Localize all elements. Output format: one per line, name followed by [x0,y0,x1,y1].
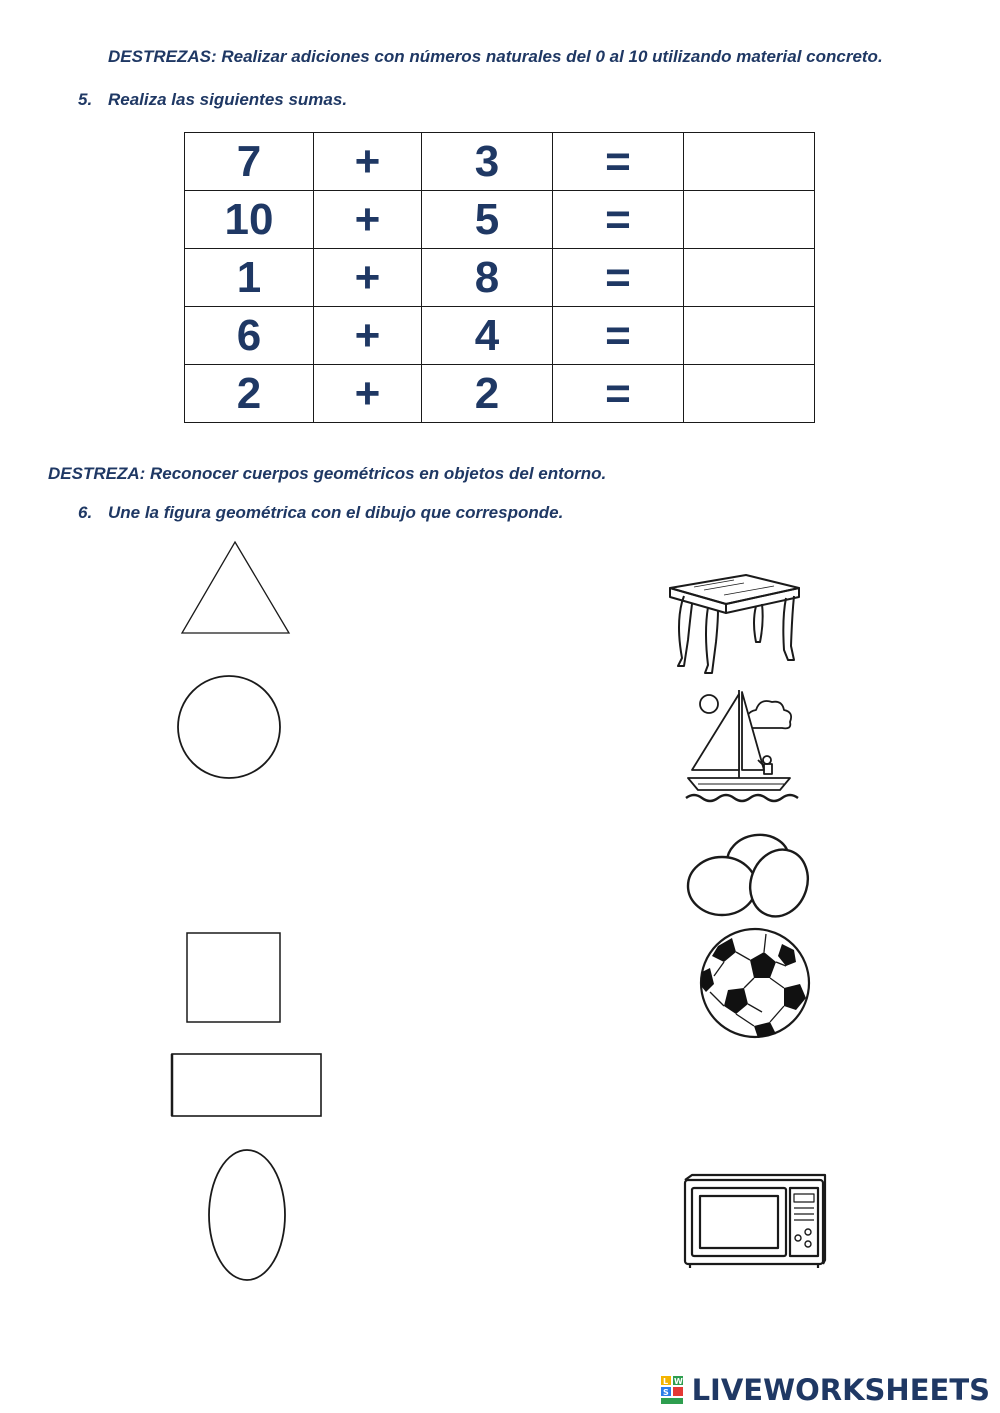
sum-row [185,365,815,423]
answer-box[interactable] [684,249,815,307]
triangle-icon[interactable] [178,538,294,638]
sum-row [185,133,815,191]
addend-a: 7 [185,133,314,191]
microwave-icon[interactable] [680,1172,830,1270]
oval-icon[interactable] [204,1146,290,1286]
sum-row [185,249,815,307]
addend-a: 1 [185,249,314,307]
logo-letter-l: L [662,1377,668,1386]
addend-b: 4 [422,307,553,365]
exercise-5-instruction [78,90,347,110]
equals-sign: = [553,133,684,191]
equals-sign: = [553,191,684,249]
logo-letter-w: W [673,1377,683,1386]
addend-b: 5 [422,191,553,249]
addend-b: 8 [422,249,553,307]
plus-sign: + [314,307,422,365]
exercise-text: Une la figura geométrica con el dibujo que corresponde. [108,503,564,522]
sum-row [185,191,815,249]
answer-box[interactable] [684,307,815,365]
plus-sign: + [314,133,422,191]
exercise-number: 5. [78,90,93,109]
sum-row [185,307,815,365]
equals-sign: = [553,249,684,307]
answer-box[interactable] [684,191,815,249]
plus-sign: + [314,365,422,423]
brand-name: LIVEWORKSHEETS [691,1373,990,1407]
skill-heading-2: DESTREZA: Reconocer cuerpos geométricos en objetos del entorno. [48,464,607,483]
plus-sign: + [314,249,422,307]
rectangle-icon[interactable] [168,1050,326,1120]
liveworksheets-logo-icon [660,1375,686,1405]
liveworksheets-brand[interactable] [660,1373,990,1407]
skill-heading-1: DESTREZAS: Realizar adiciones con números naturales del 0 al 10 utilizando material concreto. [108,47,883,66]
table-icon[interactable] [664,570,804,676]
sailboat-icon[interactable] [684,686,800,808]
plus-sign: + [314,191,422,249]
sums-table [184,132,815,423]
addend-b: 2 [422,365,553,423]
addend-b: 3 [422,133,553,191]
exercise-6-instruction [78,503,563,523]
soccer-ball-icon[interactable] [696,926,814,1040]
equals-sign: = [553,307,684,365]
answer-box[interactable] [684,365,815,423]
equals-sign: = [553,365,684,423]
addend-a: 6 [185,307,314,365]
circle-icon[interactable] [174,672,286,782]
eggs-icon[interactable] [684,828,816,922]
addend-a: 10 [185,191,314,249]
exercise-text: Realiza las siguientes sumas. [108,90,348,109]
logo-letter-s: S [662,1388,669,1397]
addend-a: 2 [185,365,314,423]
answer-box[interactable] [684,133,815,191]
exercise-number: 6. [78,503,93,522]
square-icon[interactable] [184,930,284,1026]
